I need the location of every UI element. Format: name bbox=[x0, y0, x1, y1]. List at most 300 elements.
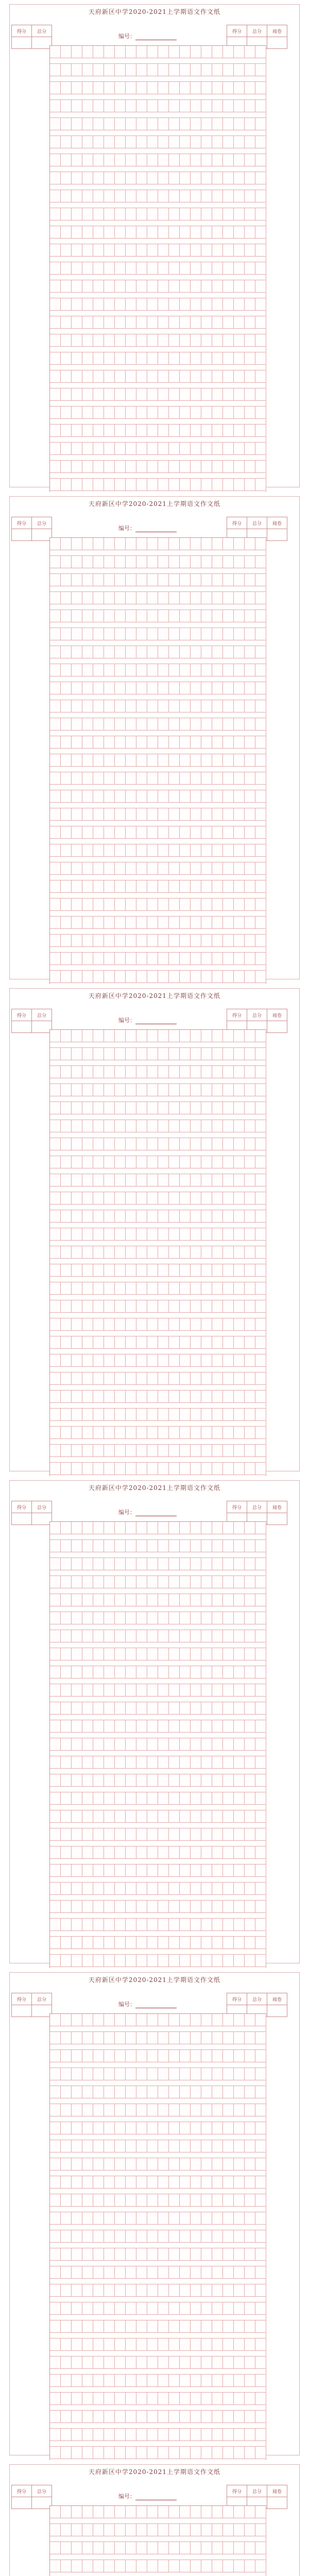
grid-cell bbox=[115, 316, 126, 329]
grid-cell bbox=[169, 2122, 180, 2134]
grid-cell bbox=[245, 461, 255, 473]
grid-cell bbox=[147, 1174, 158, 1187]
grid-cell bbox=[115, 1445, 126, 1457]
grid-cell bbox=[82, 2506, 93, 2518]
grid-cell bbox=[212, 2122, 223, 2134]
grid-cell bbox=[50, 208, 61, 221]
grid-cell bbox=[201, 718, 212, 731]
row-gap bbox=[50, 1457, 266, 1463]
grid-cell bbox=[72, 1810, 82, 1823]
grid-cell bbox=[61, 2393, 72, 2405]
grid-cell bbox=[234, 574, 245, 586]
grid-cell bbox=[126, 1192, 136, 1205]
grid-cell bbox=[245, 2050, 255, 2062]
grid-cell bbox=[61, 1156, 72, 1168]
grid-cell bbox=[147, 1210, 158, 1223]
grid-cell bbox=[82, 1738, 93, 1751]
grid-cell bbox=[50, 2050, 61, 2062]
grid-cell bbox=[93, 1792, 104, 1805]
grid-cell bbox=[50, 1318, 61, 1331]
grid-cell bbox=[169, 880, 180, 893]
score-label: 总分 bbox=[247, 25, 267, 37]
grid-cell bbox=[104, 316, 115, 329]
score-label: 得分 bbox=[227, 1009, 247, 1021]
grid-cell bbox=[50, 1792, 61, 1805]
grid-cell bbox=[223, 826, 234, 839]
grid-cell bbox=[158, 1684, 169, 1697]
grid-cell bbox=[61, 2248, 72, 2261]
grid-cell bbox=[180, 1210, 191, 1223]
grid-cell bbox=[223, 1030, 234, 1042]
grid-cell bbox=[104, 1030, 115, 1042]
grid-cell bbox=[191, 2524, 201, 2536]
grid-cell bbox=[191, 172, 201, 184]
grid-cell bbox=[115, 862, 126, 875]
grid-cell bbox=[147, 226, 158, 239]
grid-cell bbox=[223, 917, 234, 929]
grid-cell bbox=[180, 2230, 191, 2243]
grid-cell bbox=[93, 2104, 104, 2116]
row-gap bbox=[50, 148, 266, 154]
grid-cell bbox=[82, 443, 93, 455]
grid-cell bbox=[234, 935, 245, 947]
grid-cell bbox=[180, 226, 191, 239]
grid-cell bbox=[255, 646, 266, 658]
grid-cell bbox=[126, 2506, 136, 2518]
grid-cell bbox=[158, 316, 169, 329]
grid-cell bbox=[180, 2086, 191, 2098]
grid-cell bbox=[93, 2447, 104, 2459]
grid-cell bbox=[82, 1138, 93, 1150]
grid-cell bbox=[212, 1937, 223, 1949]
grid-cell bbox=[201, 1540, 212, 1552]
grid-cell bbox=[93, 574, 104, 586]
grid-cell bbox=[72, 1883, 82, 1895]
grid-cell bbox=[191, 2393, 201, 2405]
grid-cell bbox=[147, 1300, 158, 1313]
grid-cell bbox=[104, 1048, 115, 1060]
grid-cell bbox=[255, 226, 266, 239]
grid-cell bbox=[82, 1066, 93, 1078]
grid-cell bbox=[104, 1594, 115, 1606]
grid-cell bbox=[72, 190, 82, 202]
grid-cell bbox=[50, 628, 61, 640]
row-gap bbox=[50, 1295, 266, 1300]
grid-cell bbox=[234, 2266, 245, 2279]
grid-cell bbox=[115, 592, 126, 604]
row-gap bbox=[50, 749, 266, 754]
grid-cell bbox=[136, 2447, 147, 2459]
grid-cell bbox=[191, 244, 201, 257]
grid-cell bbox=[255, 1354, 266, 1367]
grid-cell bbox=[104, 1865, 115, 1877]
grid-cell bbox=[104, 1354, 115, 1367]
grid-cell bbox=[212, 1210, 223, 1223]
grid-cell bbox=[93, 2194, 104, 2207]
row-gap bbox=[50, 2441, 266, 2447]
grid-cell bbox=[158, 1282, 169, 1295]
grid-cell bbox=[147, 971, 158, 983]
grid-cell bbox=[191, 370, 201, 383]
grid-cell bbox=[158, 899, 169, 911]
grid-cell bbox=[82, 2212, 93, 2225]
score-value bbox=[267, 37, 287, 49]
grid-cell bbox=[126, 1156, 136, 1168]
grid-cell bbox=[82, 1883, 93, 1895]
grid-cell bbox=[191, 1774, 201, 1787]
grid-cell bbox=[136, 1138, 147, 1150]
grid-cell bbox=[223, 172, 234, 184]
grid-cell bbox=[136, 2158, 147, 2171]
grid-cell bbox=[93, 899, 104, 911]
grid-cell bbox=[115, 646, 126, 658]
grid-cell bbox=[93, 1955, 104, 1967]
grid-cell bbox=[93, 2302, 104, 2315]
grid-cell bbox=[115, 1048, 126, 1060]
grid-cell bbox=[115, 226, 126, 239]
grid-cell bbox=[234, 790, 245, 803]
grid-cell bbox=[72, 2560, 82, 2572]
grid-cell bbox=[104, 592, 115, 604]
row-gap bbox=[50, 311, 266, 316]
grid-cell bbox=[72, 808, 82, 821]
grid-cell bbox=[180, 1264, 191, 1277]
grid-cell bbox=[136, 1210, 147, 1223]
grid-cell bbox=[169, 953, 180, 965]
grid-cell bbox=[50, 1684, 61, 1697]
grid-cell bbox=[82, 1102, 93, 1114]
grid-cell bbox=[126, 2338, 136, 2351]
grid-cell bbox=[212, 2050, 223, 2062]
grid-cell bbox=[126, 2429, 136, 2441]
grid-cell bbox=[169, 1120, 180, 1132]
grid-cell bbox=[223, 1738, 234, 1751]
grid-cell bbox=[104, 2560, 115, 2572]
grid-cell bbox=[115, 2411, 126, 2423]
grid-cell bbox=[147, 1774, 158, 1787]
grid-cell bbox=[61, 226, 72, 239]
grid-cell bbox=[50, 316, 61, 329]
grid-cell bbox=[104, 1955, 115, 1967]
grid-cell bbox=[93, 2068, 104, 2080]
grid-cell bbox=[147, 46, 158, 58]
grid-cell bbox=[191, 2560, 201, 2572]
grid-cell bbox=[72, 316, 82, 329]
grid-cell bbox=[61, 64, 72, 76]
grid-cell bbox=[169, 790, 180, 803]
grid-cell bbox=[126, 2447, 136, 2459]
grid-cell bbox=[126, 2302, 136, 2315]
grid-cell bbox=[82, 772, 93, 785]
grid-cell bbox=[61, 1372, 72, 1385]
grid-cell bbox=[61, 1937, 72, 1949]
grid-cell bbox=[136, 262, 147, 275]
grid-cell bbox=[147, 2524, 158, 2536]
grid-cell bbox=[191, 2357, 201, 2369]
grid-cell bbox=[201, 971, 212, 983]
grid-cell bbox=[50, 2506, 61, 2518]
grid-cell bbox=[201, 1883, 212, 1895]
grid-cell bbox=[136, 1264, 147, 1277]
grid-cell bbox=[245, 682, 255, 694]
grid-cell bbox=[72, 352, 82, 365]
score-value bbox=[267, 529, 287, 541]
grid-cell bbox=[104, 1774, 115, 1787]
grid-cell bbox=[180, 82, 191, 94]
grid-cell bbox=[158, 1210, 169, 1223]
grid-cell bbox=[180, 316, 191, 329]
grid-cell bbox=[104, 190, 115, 202]
grid-cell bbox=[93, 226, 104, 239]
grid-cell bbox=[136, 1558, 147, 1570]
grid-cell bbox=[234, 1883, 245, 1895]
grid-cell bbox=[50, 682, 61, 694]
grid-cell bbox=[234, 1174, 245, 1187]
page-title: 天府新区中学2020-2021上学期语文作文纸 bbox=[88, 2468, 221, 2476]
grid-cell bbox=[93, 826, 104, 839]
grid-cell bbox=[169, 316, 180, 329]
grid-cell bbox=[223, 682, 234, 694]
grid-cell bbox=[212, 1066, 223, 1078]
grid-cell bbox=[201, 1102, 212, 1114]
grid-cell bbox=[234, 1955, 245, 1967]
essay-page-1 bbox=[0, 0, 309, 492]
grid-cell bbox=[223, 244, 234, 257]
grid-cell bbox=[201, 1463, 212, 1475]
score-value bbox=[267, 2005, 287, 2017]
row-gap bbox=[50, 58, 266, 64]
grid-cell bbox=[245, 1264, 255, 1277]
grid-cell bbox=[245, 244, 255, 257]
grid-cell bbox=[126, 1756, 136, 1769]
grid-cell bbox=[126, 1684, 136, 1697]
row-gap bbox=[50, 2405, 266, 2411]
grid-cell bbox=[61, 1300, 72, 1313]
grid-cell bbox=[201, 136, 212, 148]
grid-cell bbox=[61, 1901, 72, 1913]
grid-cell bbox=[50, 1648, 61, 1660]
grid-cell bbox=[191, 1702, 201, 1715]
grid-cell bbox=[136, 2086, 147, 2098]
grid-cell bbox=[255, 1030, 266, 1042]
number-label: 编号： bbox=[118, 1509, 135, 1516]
grid-cell bbox=[234, 1120, 245, 1132]
grid-cell bbox=[180, 2393, 191, 2405]
grid-cell bbox=[191, 298, 201, 311]
grid-cell bbox=[201, 700, 212, 713]
grid-cell bbox=[234, 2248, 245, 2261]
grid-cell bbox=[158, 1901, 169, 1913]
grid-cell bbox=[93, 1774, 104, 1787]
grid-cell bbox=[191, 2194, 201, 2207]
grid-cell bbox=[50, 1409, 61, 1421]
grid-cell bbox=[245, 1955, 255, 1967]
grid-cell bbox=[234, 1540, 245, 1552]
grid-cell bbox=[191, 2086, 201, 2098]
grid-cell bbox=[136, 370, 147, 383]
grid-cell bbox=[147, 334, 158, 347]
grid-cell bbox=[255, 1048, 266, 1060]
grid-cell bbox=[82, 935, 93, 947]
grid-cell bbox=[191, 808, 201, 821]
grid-cell bbox=[50, 2320, 61, 2333]
grid-cell bbox=[180, 790, 191, 803]
grid-cell bbox=[50, 917, 61, 929]
grid-cell bbox=[115, 298, 126, 311]
grid-cell bbox=[50, 2122, 61, 2134]
grid-cell bbox=[169, 1246, 180, 1259]
grid-cell bbox=[212, 1427, 223, 1439]
grid-cell bbox=[93, 154, 104, 166]
grid-cell bbox=[158, 2068, 169, 2080]
grid-cell bbox=[180, 574, 191, 586]
grid-cell bbox=[223, 2248, 234, 2261]
grid-cell bbox=[255, 2357, 266, 2369]
grid-cell bbox=[201, 2248, 212, 2261]
grid-cell bbox=[147, 172, 158, 184]
grid-cell bbox=[136, 1919, 147, 1931]
grid-cell bbox=[212, 2302, 223, 2315]
grid-cell bbox=[191, 100, 201, 112]
grid-cell bbox=[93, 370, 104, 383]
grid-cell bbox=[136, 574, 147, 586]
grid-cell bbox=[180, 1246, 191, 1259]
grid-cell bbox=[104, 2524, 115, 2536]
grid-cell bbox=[169, 1792, 180, 1805]
grid-cell bbox=[115, 46, 126, 58]
grid-cell bbox=[115, 370, 126, 383]
score-table bbox=[11, 2485, 52, 2509]
essay-page-6 bbox=[0, 2460, 309, 2576]
grid-cell bbox=[61, 1066, 72, 1078]
grid-cell bbox=[61, 1883, 72, 1895]
grid-cell bbox=[191, 190, 201, 202]
row-gap bbox=[50, 2261, 266, 2266]
grid-cell bbox=[158, 2140, 169, 2153]
grid-cell bbox=[126, 2320, 136, 2333]
grid-cell bbox=[223, 2068, 234, 2080]
grid-cell bbox=[61, 2542, 72, 2554]
grid-cell bbox=[82, 82, 93, 94]
score-table bbox=[11, 1993, 52, 2017]
grid-cell bbox=[180, 646, 191, 658]
grid-cell bbox=[223, 406, 234, 419]
grid-cell bbox=[223, 190, 234, 202]
grid-cell bbox=[82, 1955, 93, 1967]
grid-cell bbox=[180, 461, 191, 473]
grid-cell bbox=[158, 1828, 169, 1841]
grid-cell bbox=[93, 592, 104, 604]
grid-cell bbox=[180, 1336, 191, 1349]
grid-cell bbox=[169, 2524, 180, 2536]
number-line bbox=[118, 524, 185, 532]
grid-cell bbox=[223, 718, 234, 731]
grid-cell bbox=[255, 1720, 266, 1733]
grid-cell bbox=[126, 226, 136, 239]
grid-cell bbox=[201, 1955, 212, 1967]
grid-cell bbox=[234, 844, 245, 857]
grid-cell bbox=[158, 262, 169, 275]
grid-cell bbox=[223, 1354, 234, 1367]
grid-cell bbox=[223, 2140, 234, 2153]
grid-cell bbox=[61, 262, 72, 275]
grid-cell bbox=[136, 1246, 147, 1259]
grid-cell bbox=[136, 953, 147, 965]
grid-cell bbox=[255, 406, 266, 419]
grid-cell bbox=[136, 2302, 147, 2315]
grid-cell bbox=[50, 2194, 61, 2207]
grid-cell bbox=[126, 1336, 136, 1349]
grid-cell bbox=[234, 1048, 245, 1060]
grid-cell bbox=[169, 1336, 180, 1349]
grid-cell bbox=[234, 388, 245, 401]
grid-cell bbox=[104, 1192, 115, 1205]
grid-cell bbox=[191, 1427, 201, 1439]
grid-cell bbox=[104, 1300, 115, 1313]
grid-cell bbox=[147, 1246, 158, 1259]
grid-cell bbox=[126, 1228, 136, 1241]
score-label: 总分 bbox=[32, 517, 52, 529]
grid-cell bbox=[245, 772, 255, 785]
grid-cell bbox=[72, 244, 82, 257]
grid-cell bbox=[255, 2068, 266, 2080]
grid-cell bbox=[180, 1883, 191, 1895]
grid-cell bbox=[136, 1445, 147, 1457]
grid-cell bbox=[169, 479, 180, 491]
grid-cell bbox=[104, 2176, 115, 2189]
grid-cell bbox=[245, 610, 255, 622]
grid-cell bbox=[255, 2302, 266, 2315]
grid-cell bbox=[223, 1522, 234, 1534]
grid-cell bbox=[126, 862, 136, 875]
grid-cell bbox=[212, 406, 223, 419]
grid-cell bbox=[115, 2122, 126, 2134]
grid-cell bbox=[234, 1594, 245, 1606]
grid-cell bbox=[223, 1720, 234, 1733]
number-label: 编号： bbox=[118, 1017, 135, 1024]
grid-cell bbox=[255, 862, 266, 875]
grid-cell bbox=[115, 461, 126, 473]
grid-cell bbox=[82, 1264, 93, 1277]
grid-cell bbox=[72, 844, 82, 857]
grid-cell bbox=[147, 1156, 158, 1168]
grid-cell bbox=[115, 1883, 126, 1895]
grid-cell bbox=[180, 2284, 191, 2297]
grid-cell bbox=[245, 2032, 255, 2044]
grid-cell bbox=[93, 844, 104, 857]
grid-cell bbox=[191, 461, 201, 473]
grid-cell bbox=[147, 826, 158, 839]
grid-cell bbox=[61, 406, 72, 419]
grid-cell bbox=[82, 2014, 93, 2026]
grid-cell bbox=[104, 1648, 115, 1660]
grid-cell bbox=[223, 1612, 234, 1624]
grid-cell bbox=[147, 1901, 158, 1913]
grid-cell bbox=[61, 2506, 72, 2518]
grid-cell bbox=[234, 953, 245, 965]
grid-cell bbox=[201, 1702, 212, 1715]
grid-cell bbox=[212, 136, 223, 148]
grid-cell bbox=[50, 2357, 61, 2369]
score-value bbox=[32, 1513, 52, 1525]
grid-cell bbox=[93, 1048, 104, 1060]
grid-cell bbox=[212, 298, 223, 311]
grid-cell bbox=[245, 370, 255, 383]
grid-cell bbox=[234, 100, 245, 112]
grid-cell bbox=[158, 1792, 169, 1805]
grid-cell bbox=[136, 700, 147, 713]
grid-cell bbox=[126, 1846, 136, 1859]
